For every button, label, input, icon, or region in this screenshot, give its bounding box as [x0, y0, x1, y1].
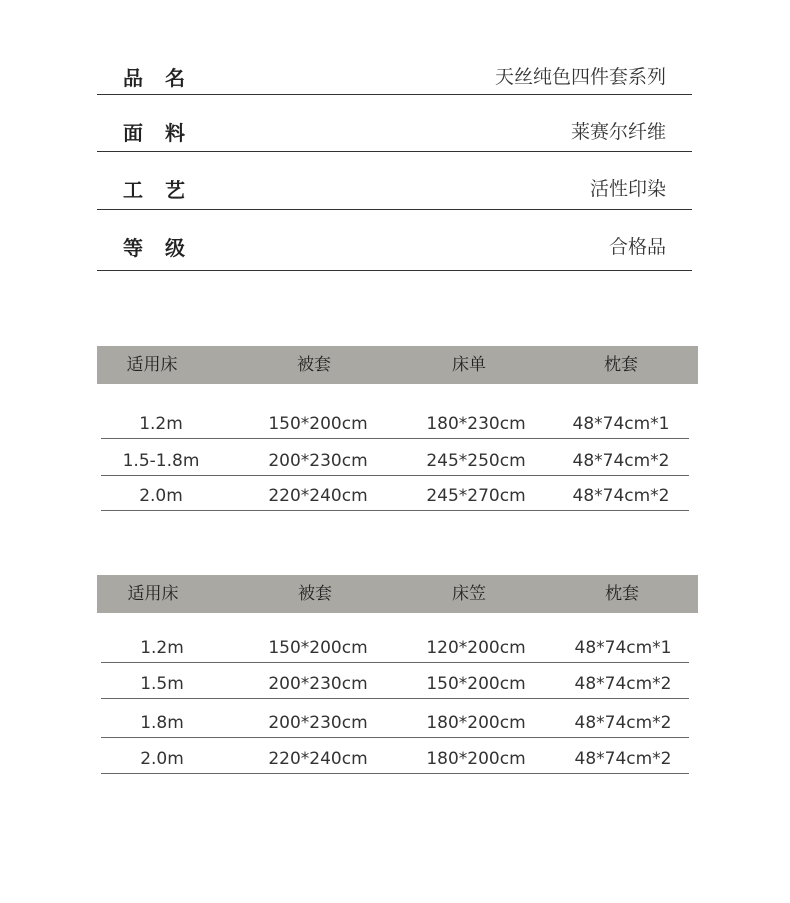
spec-row-grade	[97, 210, 692, 271]
table-cell: 2.0m	[140, 749, 184, 769]
table-row	[101, 439, 689, 476]
spec-key: 面料	[123, 121, 207, 145]
spec-key: 等级	[123, 236, 207, 260]
table-row	[101, 384, 689, 439]
product-spec-list	[97, 50, 692, 271]
table-cell: 220*240cm	[268, 486, 368, 506]
table-cell: 180*230cm	[426, 414, 526, 434]
spec-value: 莱赛尔纤维	[570, 121, 666, 143]
table-row	[101, 613, 689, 663]
spec-row-craft	[97, 152, 692, 210]
table-cell: 48*74cm*2	[574, 713, 672, 733]
table-cell: 48*74cm*1	[574, 638, 672, 658]
column-header: 床单	[452, 355, 486, 375]
spec-row-name	[97, 50, 692, 95]
table-cell: 48*74cm*2	[572, 486, 670, 506]
table-cell: 1.2m	[140, 638, 184, 658]
table-cell: 150*200cm	[268, 414, 368, 434]
column-header: 被套	[297, 355, 331, 375]
table-cell: 1.5-1.8m	[122, 451, 200, 471]
table-cell: 245*250cm	[426, 451, 526, 471]
table-cell: 180*200cm	[426, 713, 526, 733]
table-cell: 48*74cm*1	[572, 414, 670, 434]
column-header: 被套	[298, 584, 332, 604]
column-header: 枕套	[604, 355, 638, 375]
table-cell: 1.2m	[139, 414, 183, 434]
spec-value: 天丝纯色四件套系列	[494, 66, 666, 88]
table-cell: 1.8m	[140, 713, 184, 733]
spec-key: 工艺	[123, 178, 207, 202]
table-cell: 245*270cm	[426, 486, 526, 506]
spec-key: 品名	[123, 66, 207, 90]
table-cell: 1.5m	[140, 674, 184, 694]
table-header	[97, 575, 698, 613]
table-cell: 120*200cm	[426, 638, 526, 658]
table-cell: 180*200cm	[426, 749, 526, 769]
table-row	[101, 663, 689, 699]
table-cell: 150*200cm	[268, 638, 368, 658]
column-header: 适用床	[127, 584, 179, 604]
table-cell: 200*230cm	[268, 713, 368, 733]
table-row	[101, 699, 689, 738]
table-cell: 220*240cm	[268, 749, 368, 769]
table-cell: 150*200cm	[426, 674, 526, 694]
spec-row-fabric	[97, 95, 692, 152]
spec-value: 活性印染	[589, 178, 666, 200]
table-cell: 48*74cm*2	[574, 749, 672, 769]
table-cell: 48*74cm*2	[572, 451, 670, 471]
table-row	[101, 476, 689, 511]
table-cell: 48*74cm*2	[574, 674, 672, 694]
column-header: 床笠	[452, 584, 486, 604]
column-header: 适用床	[126, 355, 178, 375]
spec-value: 合格品	[608, 236, 666, 258]
table-cell: 2.0m	[139, 486, 183, 506]
table-header	[97, 346, 698, 384]
table-row	[101, 738, 689, 774]
column-header: 枕套	[605, 584, 639, 604]
size-table-fitted	[97, 575, 698, 769]
table-cell: 200*230cm	[268, 674, 368, 694]
table-cell: 200*230cm	[268, 451, 368, 471]
size-table-sheet	[97, 346, 698, 506]
